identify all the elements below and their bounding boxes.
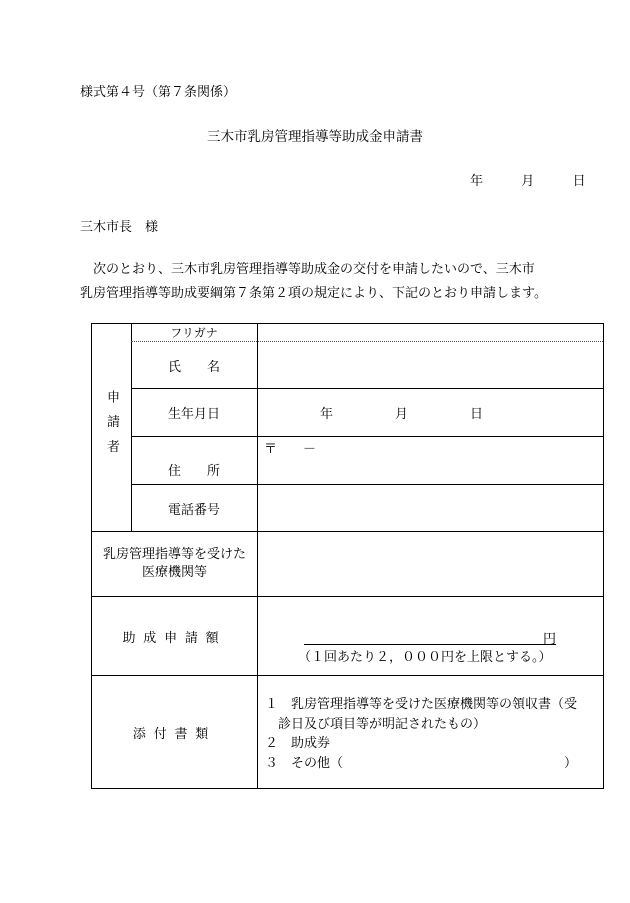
birth-month: 月 (395, 407, 409, 422)
date-day: 日 (572, 174, 586, 189)
phone-label: 電話番号 (167, 502, 220, 518)
birth-year: 年 (320, 407, 334, 422)
document-title: 三木市乳房管理指導等助成金申請書 (207, 129, 423, 145)
form-number: 様式第４号（第７条関係） (80, 85, 237, 100)
attachment-item: １ 乳房管理指導等を受けた医療機関等の領収書（受 (265, 697, 578, 712)
addressee: 三木市長 様 (80, 220, 159, 235)
institution-field[interactable] (258, 532, 603, 596)
attachment-item: ３ その他（ ） (265, 755, 578, 771)
amount-note: （１回あたり２，０００円を上限とする。） (298, 650, 552, 665)
postal-code-field[interactable]: 〒 － (264, 442, 317, 457)
body-line-1: 次のとおり、三木市乳房管理指導等助成金の交付を申請したいので、三木市 (80, 262, 535, 277)
furigana-field[interactable] (258, 324, 603, 341)
phone-field[interactable] (258, 485, 603, 531)
date-month: 月 (521, 174, 535, 189)
attachment-item: ２ 助成券 (265, 736, 331, 751)
furigana-label: フリガナ (170, 326, 218, 340)
institution-label: 乳房管理指導等を受けた 医療機関等 (102, 547, 246, 580)
name-label: 氏 名 (167, 359, 220, 375)
amount-field[interactable] (304, 628, 556, 645)
date-year: 年 (470, 174, 484, 189)
attachments-list (265, 695, 577, 773)
birthdate-label: 生年月日 (167, 407, 220, 422)
birthdate-field[interactable] (258, 389, 603, 436)
body-line-2: 乳房管理指導等助成要綱第７条第２項の規定により、下記のとおり申請します。 (80, 286, 547, 301)
name-field[interactable] (258, 342, 603, 388)
body-text (80, 258, 600, 306)
submission-date (470, 170, 586, 189)
amount-label: 助成申請額 (122, 630, 227, 646)
application-form-table (91, 323, 604, 789)
attachment-item: 診日及び項目等が明記されたもの） (265, 716, 487, 732)
birth-day: 日 (470, 407, 484, 422)
attachments-label: 添付書類 (132, 727, 217, 742)
address-label: 住 所 (167, 464, 220, 479)
applicant-label: 申請者 (104, 390, 119, 465)
amount-unit: 円 (542, 632, 556, 647)
